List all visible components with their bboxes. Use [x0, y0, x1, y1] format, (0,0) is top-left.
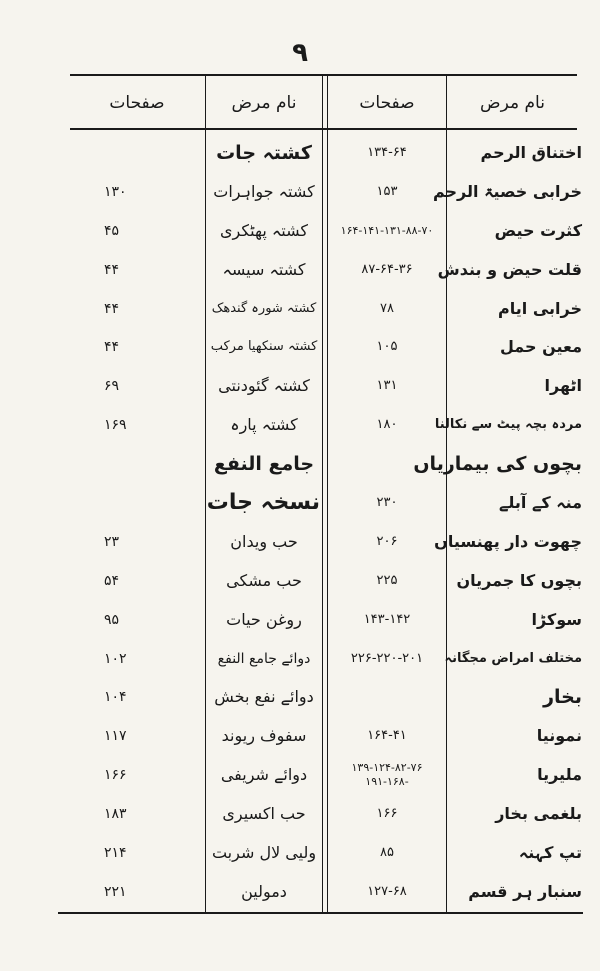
page-refs: ۱۳۱: [376, 378, 398, 394]
disease-name: اختناق الرحم: [480, 143, 582, 162]
remedy-name: کشتہ پارہ: [230, 415, 298, 435]
disease-name: قلت حیض و بندش: [437, 259, 582, 279]
remedy-name: روغن حیات: [226, 609, 302, 629]
remedy-name: دوائے جامع النفع: [217, 650, 311, 667]
table-row: [0, 523, 600, 562]
table-row: [0, 717, 600, 756]
table-row: [0, 756, 600, 795]
remedy-name: کشتہ پھٹکری: [219, 220, 309, 240]
table-row: [0, 601, 600, 640]
disease-name: بلغمی بخار: [495, 804, 582, 824]
remedy-name: دوائے شریفی: [220, 765, 308, 785]
page-refs-left: ۱۳۰: [104, 183, 127, 200]
page-refs-left: ۶۹: [104, 378, 120, 395]
disease-name: خرابی ایام: [498, 298, 582, 318]
disease-name: بچوں کا جمریان: [456, 570, 582, 590]
top-rule: [70, 74, 577, 76]
disease-name: مردہ بچہ پیٹ سے نکالنا: [434, 417, 582, 433]
disease-name: سنبار ہر قسم: [468, 881, 582, 901]
index-table: [0, 134, 600, 912]
header-rule: [70, 128, 577, 130]
page-refs-left: ۴۵: [104, 222, 120, 239]
remedy-name: کشتہ شورہ گندھک: [211, 300, 317, 316]
section-heading: بچوں کی بیماریاں: [413, 453, 582, 476]
page-refs-left: ۹۵: [104, 611, 120, 628]
page-refs-left: [100, 484, 206, 523]
remedy-name: حب ویدان: [230, 531, 298, 551]
page-refs: [330, 678, 444, 717]
header-right-pages: صفحات: [359, 93, 415, 113]
remedy-name: کشتہ جواہرات: [213, 181, 315, 201]
page-refs: ۱۳۴-۶۴: [367, 145, 407, 160]
table-row: [0, 406, 600, 445]
section-heading: بخار: [543, 686, 582, 709]
remedy-name: حب اکسیری: [222, 804, 306, 824]
page-refs-left: ۴۴: [104, 339, 120, 356]
page-number: ۹: [292, 38, 308, 68]
page-refs-left: ۴۴: [104, 261, 120, 278]
remedy-name: ولیی لال شربت: [211, 843, 317, 863]
page-refs-left: ۱۸۳: [104, 806, 127, 823]
disease-name: کثرت حیض: [494, 220, 582, 240]
table-row: [0, 445, 600, 484]
page-refs: ۱۳۹-۱۲۴-۸۲-۷۶ -۱۹۱-۱۶۸: [351, 761, 423, 789]
page-refs-left: [100, 445, 206, 484]
table-row: [0, 251, 600, 290]
table-row: [0, 640, 600, 679]
page-refs-left: ۴۴: [104, 300, 120, 317]
page-refs: ۱۶۶: [376, 806, 398, 822]
remedy-name: دوائے نفع بخش: [214, 687, 314, 707]
table-row: [0, 212, 600, 251]
disease-name: نمونیا: [536, 726, 582, 746]
page-refs: ۱۲۷-۶۸: [367, 883, 407, 899]
page-refs-left: ۱۱۷: [104, 728, 127, 745]
table-row: [0, 173, 600, 212]
disease-name: مختلف امراض مجگانہ: [444, 650, 582, 666]
table-row: [0, 328, 600, 367]
disease-name: چھوت دار پھنسیاں: [434, 531, 582, 551]
table-row: [0, 134, 600, 173]
table-row: [0, 562, 600, 601]
section-heading: کشتہ جات: [216, 142, 312, 164]
bottom-rule: [58, 912, 583, 914]
page-refs: ۱۸۰: [376, 417, 398, 433]
page-refs-left: ۵۴: [104, 572, 120, 589]
page-refs: ۲۲۶-۲۲۰-۲۰۱: [350, 650, 424, 666]
disease-name: اٹھرا: [544, 376, 582, 396]
section-heading: جامع النفع: [213, 453, 315, 476]
disease-name: خرابی خصیۃ الرحم: [432, 181, 582, 201]
disease-name: تپ کہنہ: [518, 843, 582, 863]
page-refs: ۷۸: [380, 300, 394, 316]
remedy-name: سفوف ریوند: [221, 726, 307, 746]
table-row: [0, 484, 600, 523]
table-row: [0, 678, 600, 717]
remedy-name: کشتہ سنکھیا مرکب: [210, 339, 318, 355]
page-refs-left: ۲۱۴: [104, 845, 127, 862]
disease-name: معین حمل: [500, 337, 582, 357]
table-row: [0, 795, 600, 834]
disease-name: منہ کے آبلے: [498, 493, 582, 513]
section-heading: نسخہ جات: [206, 490, 320, 516]
remedy-name: کشتہ سیسہ: [222, 259, 306, 279]
remedy-name: دمولین: [241, 881, 287, 901]
page-refs: ۲۰۶: [376, 533, 398, 549]
page-refs-left: ۲۲۱: [104, 883, 127, 900]
table-row: [0, 834, 600, 873]
table-row: [0, 873, 600, 912]
table-row: [0, 290, 600, 329]
table-header: [70, 88, 577, 118]
header-left-pages: صفحات: [109, 93, 165, 113]
header-right-name: نام مرض: [480, 93, 545, 113]
remedy-name: کشتہ گئودنتی: [218, 376, 310, 396]
page-refs-left: ۱۶۶: [104, 767, 127, 784]
page-refs: ۱۵۳: [376, 183, 398, 199]
page-refs: ۲۲۵: [376, 572, 398, 588]
page-refs: ۱۶۴-۴۱: [367, 728, 407, 744]
page-refs-left: ۱۰۲: [104, 650, 127, 667]
page-refs: ۱۰۵: [376, 339, 398, 355]
page-refs: ۸۷-۶۴-۳۶: [361, 261, 413, 277]
page-refs-left: ۱۶۹: [104, 417, 127, 434]
page-refs-left: ۲۳: [104, 533, 120, 550]
page-refs: ۸۵: [380, 845, 394, 861]
page-refs-left: ۱۰۴: [104, 689, 127, 706]
page-refs: ۲۳۰: [376, 495, 398, 511]
table-row: [0, 367, 600, 406]
page-refs: ۱۴۳-۱۴۲: [363, 611, 411, 627]
page-refs-left: [100, 134, 206, 173]
page-refs: ۱۶۴-۱۴۱-۱۳۱-۸۸-۷۰: [340, 223, 434, 237]
remedy-name: حب مشکی: [226, 570, 302, 590]
header-left-name: نام مرض: [231, 93, 297, 113]
disease-name: ملیریا: [537, 765, 582, 785]
disease-name: سوکڑا: [531, 609, 582, 629]
